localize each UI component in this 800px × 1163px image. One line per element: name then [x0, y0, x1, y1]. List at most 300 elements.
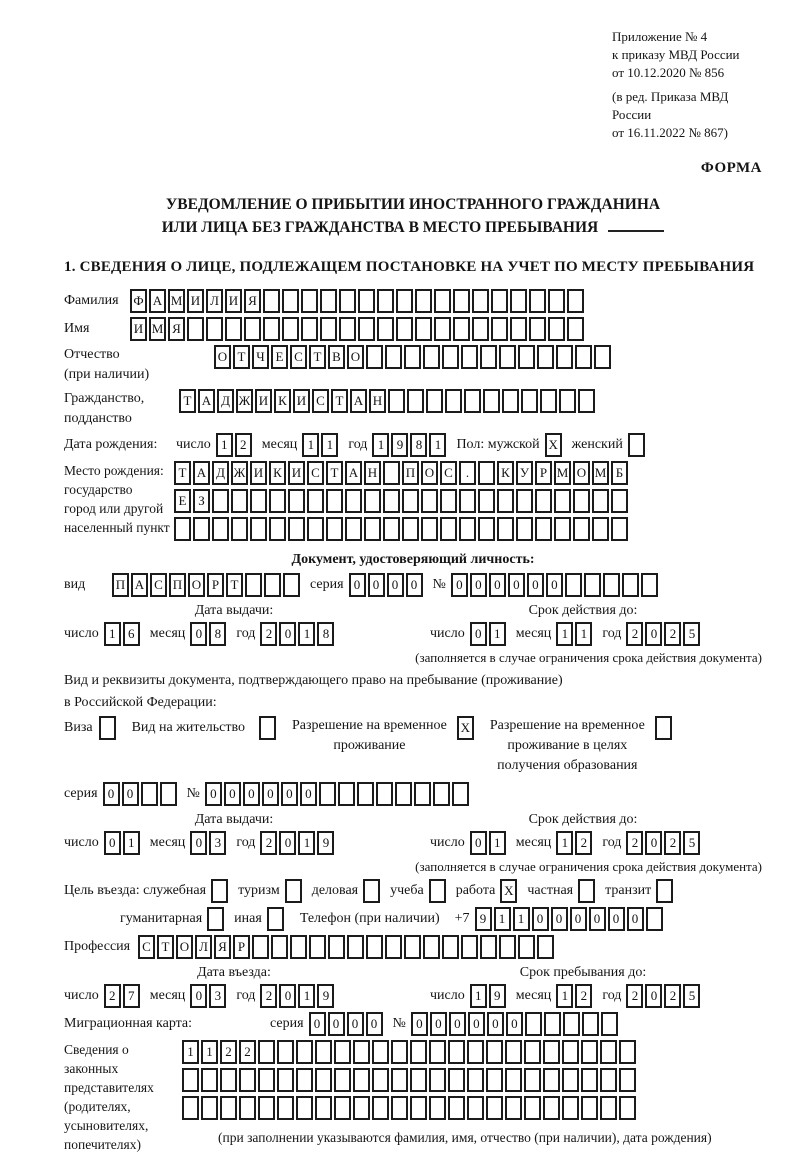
- char-cell[interactable]: [535, 489, 552, 513]
- char-cell[interactable]: [282, 289, 299, 313]
- char-cell[interactable]: И: [293, 389, 310, 413]
- char-cell[interactable]: [567, 317, 584, 341]
- char-cell[interactable]: [442, 935, 459, 959]
- char-cell[interactable]: [339, 317, 356, 341]
- char-cell[interactable]: 1: [298, 984, 315, 1008]
- char-cell[interactable]: Я: [214, 935, 231, 959]
- char-cell[interactable]: [391, 1096, 408, 1120]
- char-cell[interactable]: 1: [298, 831, 315, 855]
- char-cell[interactable]: [448, 1040, 465, 1064]
- char-cell[interactable]: [448, 1068, 465, 1092]
- char-cell[interactable]: [464, 389, 481, 413]
- char-cell[interactable]: [537, 345, 554, 369]
- char-cell[interactable]: [231, 517, 248, 541]
- male-checkbox[interactable]: [545, 433, 564, 457]
- char-cell[interactable]: 1: [372, 433, 389, 457]
- char-cell[interactable]: П: [169, 573, 186, 597]
- char-cell[interactable]: .: [459, 461, 476, 485]
- char-cell[interactable]: [301, 289, 318, 313]
- char-cell[interactable]: [461, 345, 478, 369]
- char-cell[interactable]: [376, 782, 393, 806]
- char-cell[interactable]: [271, 935, 288, 959]
- char-cell[interactable]: 0: [645, 984, 662, 1008]
- char-cell[interactable]: [434, 289, 451, 313]
- char-cell[interactable]: С: [290, 345, 307, 369]
- char-cell[interactable]: [296, 1068, 313, 1092]
- char-cell[interactable]: [239, 1068, 256, 1092]
- visa-checkbox[interactable]: [99, 716, 118, 740]
- char-cell[interactable]: 0: [281, 782, 298, 806]
- char-cell[interactable]: [315, 1096, 332, 1120]
- char-cell[interactable]: [396, 317, 413, 341]
- char-cell[interactable]: 2: [260, 831, 277, 855]
- char-cell[interactable]: 1: [556, 831, 573, 855]
- char-cell[interactable]: М: [554, 461, 571, 485]
- char-cell[interactable]: Ж: [231, 461, 248, 485]
- char-cell[interactable]: [563, 1012, 580, 1036]
- char-cell[interactable]: О: [573, 461, 590, 485]
- char-cell[interactable]: [518, 935, 535, 959]
- char-cell[interactable]: [600, 1068, 617, 1092]
- char-cell[interactable]: 2: [239, 1040, 256, 1064]
- char-cell[interactable]: [263, 289, 280, 313]
- char-cell[interactable]: [410, 1068, 427, 1092]
- char-cell[interactable]: [338, 782, 355, 806]
- char-cell[interactable]: 9: [317, 831, 334, 855]
- char-cell[interactable]: [383, 461, 400, 485]
- char-cell[interactable]: [582, 1012, 599, 1036]
- char-cell[interactable]: [357, 782, 374, 806]
- char-cell[interactable]: [415, 317, 432, 341]
- char-cell[interactable]: Ж: [236, 389, 253, 413]
- char-cell[interactable]: 0: [262, 782, 279, 806]
- char-cell[interactable]: Я: [168, 317, 185, 341]
- char-cell[interactable]: [478, 489, 495, 513]
- char-cell[interactable]: [518, 345, 535, 369]
- char-cell[interactable]: [201, 1096, 218, 1120]
- char-cell[interactable]: [288, 489, 305, 513]
- char-cell[interactable]: [288, 517, 305, 541]
- char-cell[interactable]: [453, 289, 470, 313]
- char-cell[interactable]: [258, 1068, 275, 1092]
- char-cell[interactable]: [187, 317, 204, 341]
- char-cell[interactable]: 5: [683, 622, 700, 646]
- char-cell[interactable]: [220, 1096, 237, 1120]
- char-cell[interactable]: Л: [195, 935, 212, 959]
- char-cell[interactable]: 0: [430, 1012, 447, 1036]
- char-cell[interactable]: [445, 389, 462, 413]
- char-cell[interactable]: [529, 317, 546, 341]
- char-cell[interactable]: [372, 1068, 389, 1092]
- char-cell[interactable]: 8: [317, 622, 334, 646]
- char-cell[interactable]: О: [347, 345, 364, 369]
- char-cell[interactable]: Р: [207, 573, 224, 597]
- char-cell[interactable]: [548, 289, 565, 313]
- char-cell[interactable]: [622, 573, 639, 597]
- char-cell[interactable]: 2: [664, 622, 681, 646]
- char-cell[interactable]: [448, 1096, 465, 1120]
- char-cell[interactable]: [480, 935, 497, 959]
- char-cell[interactable]: 0: [279, 622, 296, 646]
- char-cell[interactable]: [497, 489, 514, 513]
- char-cell[interactable]: [429, 879, 446, 903]
- char-cell[interactable]: Л: [206, 289, 223, 313]
- char-cell[interactable]: [573, 517, 590, 541]
- char-cell[interactable]: [543, 1040, 560, 1064]
- char-cell[interactable]: [307, 489, 324, 513]
- char-cell[interactable]: [581, 1068, 598, 1092]
- char-cell[interactable]: [296, 1040, 313, 1064]
- char-cell[interactable]: 2: [626, 984, 643, 1008]
- char-cell[interactable]: [383, 489, 400, 513]
- char-cell[interactable]: [358, 289, 375, 313]
- char-cell[interactable]: Е: [271, 345, 288, 369]
- char-cell[interactable]: [600, 1040, 617, 1064]
- char-cell[interactable]: 0: [570, 907, 587, 931]
- char-cell[interactable]: [556, 345, 573, 369]
- char-cell[interactable]: [467, 1096, 484, 1120]
- char-cell[interactable]: А: [345, 461, 362, 485]
- char-cell[interactable]: [459, 489, 476, 513]
- char-cell[interactable]: 0: [527, 573, 544, 597]
- char-cell[interactable]: [212, 489, 229, 513]
- char-cell[interactable]: 0: [489, 573, 506, 597]
- char-cell[interactable]: [603, 573, 620, 597]
- char-cell[interactable]: [282, 317, 299, 341]
- char-cell[interactable]: [429, 1096, 446, 1120]
- char-cell[interactable]: 1: [513, 907, 530, 931]
- char-cell[interactable]: М: [149, 317, 166, 341]
- char-cell[interactable]: [377, 317, 394, 341]
- char-cell[interactable]: 0: [190, 622, 207, 646]
- char-cell[interactable]: А: [350, 389, 367, 413]
- char-cell[interactable]: 5: [683, 831, 700, 855]
- char-cell[interactable]: С: [150, 573, 167, 597]
- char-cell[interactable]: [285, 879, 302, 903]
- char-cell[interactable]: [480, 345, 497, 369]
- char-cell[interactable]: [581, 1040, 598, 1064]
- char-cell[interactable]: [347, 935, 364, 959]
- char-cell[interactable]: [426, 389, 443, 413]
- char-cell[interactable]: [334, 1096, 351, 1120]
- char-cell[interactable]: 8: [209, 622, 226, 646]
- char-cell[interactable]: [160, 782, 177, 806]
- char-cell[interactable]: [372, 1040, 389, 1064]
- char-cell[interactable]: 1: [494, 907, 511, 931]
- char-cell[interactable]: 0: [470, 831, 487, 855]
- char-cell[interactable]: [388, 389, 405, 413]
- char-cell[interactable]: [391, 1040, 408, 1064]
- char-cell[interactable]: [319, 782, 336, 806]
- char-cell[interactable]: 2: [626, 622, 643, 646]
- char-cell[interactable]: Р: [233, 935, 250, 959]
- char-cell[interactable]: [259, 716, 276, 740]
- char-cell[interactable]: 2: [575, 831, 592, 855]
- char-cell[interactable]: 0: [279, 984, 296, 1008]
- char-cell[interactable]: [497, 517, 514, 541]
- char-cell[interactable]: [296, 1096, 313, 1120]
- char-cell[interactable]: [429, 1040, 446, 1064]
- char-cell[interactable]: [562, 1068, 579, 1092]
- char-cell[interactable]: М: [168, 289, 185, 313]
- char-cell[interactable]: П: [112, 573, 129, 597]
- char-cell[interactable]: [537, 935, 554, 959]
- char-cell[interactable]: Т: [174, 461, 191, 485]
- char-cell[interactable]: [353, 1040, 370, 1064]
- char-cell[interactable]: 0: [224, 782, 241, 806]
- char-cell[interactable]: 2: [104, 984, 121, 1008]
- char-cell[interactable]: [283, 573, 300, 597]
- purpose-humanitarian-checkbox[interactable]: [207, 907, 226, 931]
- char-cell[interactable]: 0: [508, 573, 525, 597]
- char-cell[interactable]: А: [198, 389, 215, 413]
- char-cell[interactable]: П: [402, 461, 419, 485]
- char-cell[interactable]: [326, 489, 343, 513]
- char-cell[interactable]: [486, 1096, 503, 1120]
- char-cell[interactable]: [619, 1040, 636, 1064]
- char-cell[interactable]: [499, 935, 516, 959]
- char-cell[interactable]: К: [497, 461, 514, 485]
- char-cell[interactable]: 0: [468, 1012, 485, 1036]
- purpose-private-checkbox[interactable]: [578, 879, 597, 903]
- char-cell[interactable]: [491, 317, 508, 341]
- char-cell[interactable]: [453, 317, 470, 341]
- char-cell[interactable]: О: [176, 935, 193, 959]
- char-cell[interactable]: [250, 517, 267, 541]
- char-cell[interactable]: И: [250, 461, 267, 485]
- char-cell[interactable]: [385, 345, 402, 369]
- char-cell[interactable]: Я: [244, 289, 261, 313]
- char-cell[interactable]: [646, 907, 663, 931]
- char-cell[interactable]: [334, 1068, 351, 1092]
- char-cell[interactable]: [245, 573, 262, 597]
- char-cell[interactable]: 1: [321, 433, 338, 457]
- char-cell[interactable]: 1: [575, 622, 592, 646]
- char-cell[interactable]: [258, 1096, 275, 1120]
- char-cell[interactable]: 0: [366, 1012, 383, 1036]
- char-cell[interactable]: А: [149, 289, 166, 313]
- char-cell[interactable]: 1: [123, 831, 140, 855]
- char-cell[interactable]: 2: [260, 622, 277, 646]
- char-cell[interactable]: [267, 907, 284, 931]
- char-cell[interactable]: [548, 317, 565, 341]
- char-cell[interactable]: [516, 517, 533, 541]
- char-cell[interactable]: О: [214, 345, 231, 369]
- char-cell[interactable]: [478, 461, 495, 485]
- char-cell[interactable]: Ф: [130, 289, 147, 313]
- char-cell[interactable]: [472, 317, 489, 341]
- char-cell[interactable]: 0: [205, 782, 222, 806]
- char-cell[interactable]: [326, 517, 343, 541]
- char-cell[interactable]: [402, 489, 419, 513]
- char-cell[interactable]: С: [138, 935, 155, 959]
- char-cell[interactable]: 0: [347, 1012, 364, 1036]
- char-cell[interactable]: 0: [546, 573, 563, 597]
- char-cell[interactable]: [524, 1096, 541, 1120]
- char-cell[interactable]: [575, 345, 592, 369]
- char-cell[interactable]: 0: [368, 573, 385, 597]
- char-cell[interactable]: 0: [387, 573, 404, 597]
- char-cell[interactable]: [440, 517, 457, 541]
- char-cell[interactable]: [641, 573, 658, 597]
- char-cell[interactable]: [459, 517, 476, 541]
- char-cell[interactable]: [433, 782, 450, 806]
- char-cell[interactable]: 1: [556, 622, 573, 646]
- char-cell[interactable]: [212, 517, 229, 541]
- char-cell[interactable]: 2: [664, 984, 681, 1008]
- char-cell[interactable]: 0: [449, 1012, 466, 1036]
- char-cell[interactable]: М: [592, 461, 609, 485]
- char-cell[interactable]: [592, 517, 609, 541]
- char-cell[interactable]: [250, 489, 267, 513]
- char-cell[interactable]: 3: [209, 984, 226, 1008]
- char-cell[interactable]: [554, 517, 571, 541]
- char-cell[interactable]: [328, 935, 345, 959]
- char-cell[interactable]: [656, 879, 673, 903]
- char-cell[interactable]: 0: [506, 1012, 523, 1036]
- char-cell[interactable]: А: [193, 461, 210, 485]
- char-cell[interactable]: [655, 716, 672, 740]
- char-cell[interactable]: 0: [532, 907, 549, 931]
- char-cell[interactable]: [307, 517, 324, 541]
- char-cell[interactable]: 0: [470, 622, 487, 646]
- char-cell[interactable]: Е: [174, 489, 191, 513]
- char-cell[interactable]: [396, 289, 413, 313]
- char-cell[interactable]: Д: [212, 461, 229, 485]
- char-cell[interactable]: [206, 317, 223, 341]
- char-cell[interactable]: [258, 1040, 275, 1064]
- char-cell[interactable]: [421, 489, 438, 513]
- char-cell[interactable]: [320, 289, 337, 313]
- char-cell[interactable]: [182, 1096, 199, 1120]
- char-cell[interactable]: [421, 517, 438, 541]
- char-cell[interactable]: 0: [243, 782, 260, 806]
- char-cell[interactable]: Б: [611, 461, 628, 485]
- char-cell[interactable]: [363, 879, 380, 903]
- char-cell[interactable]: У: [516, 461, 533, 485]
- char-cell[interactable]: 0: [645, 622, 662, 646]
- char-cell[interactable]: [562, 1096, 579, 1120]
- char-cell[interactable]: 0: [190, 984, 207, 1008]
- char-cell[interactable]: 0: [309, 1012, 326, 1036]
- char-cell[interactable]: 0: [300, 782, 317, 806]
- char-cell[interactable]: [601, 1012, 618, 1036]
- char-cell[interactable]: С: [312, 389, 329, 413]
- char-cell[interactable]: [505, 1040, 522, 1064]
- char-cell[interactable]: [277, 1040, 294, 1064]
- char-cell[interactable]: [358, 317, 375, 341]
- char-cell[interactable]: [320, 317, 337, 341]
- char-cell[interactable]: [565, 573, 582, 597]
- char-cell[interactable]: [434, 317, 451, 341]
- char-cell[interactable]: 0: [103, 782, 120, 806]
- char-cell[interactable]: 1: [201, 1040, 218, 1064]
- char-cell[interactable]: [383, 517, 400, 541]
- char-cell[interactable]: Т: [179, 389, 196, 413]
- char-cell[interactable]: [461, 935, 478, 959]
- char-cell[interactable]: 1: [298, 622, 315, 646]
- char-cell[interactable]: 1: [302, 433, 319, 457]
- char-cell[interactable]: [315, 1040, 332, 1064]
- char-cell[interactable]: В: [328, 345, 345, 369]
- char-cell[interactable]: 7: [123, 984, 140, 1008]
- char-cell[interactable]: А: [131, 573, 148, 597]
- char-cell[interactable]: [592, 489, 609, 513]
- char-cell[interactable]: [339, 289, 356, 313]
- char-cell[interactable]: [510, 289, 527, 313]
- char-cell[interactable]: [345, 517, 362, 541]
- char-cell[interactable]: [540, 389, 557, 413]
- char-cell[interactable]: Т: [157, 935, 174, 959]
- char-cell[interactable]: [510, 317, 527, 341]
- char-cell[interactable]: [334, 1040, 351, 1064]
- char-cell[interactable]: [301, 317, 318, 341]
- char-cell[interactable]: [211, 879, 228, 903]
- char-cell[interactable]: [207, 907, 224, 931]
- char-cell[interactable]: [543, 1068, 560, 1092]
- char-cell[interactable]: 9: [317, 984, 334, 1008]
- char-cell[interactable]: 2: [220, 1040, 237, 1064]
- char-cell[interactable]: [252, 935, 269, 959]
- char-cell[interactable]: О: [421, 461, 438, 485]
- char-cell[interactable]: 1: [429, 433, 446, 457]
- char-cell[interactable]: [472, 289, 489, 313]
- char-cell[interactable]: 1: [470, 984, 487, 1008]
- char-cell[interactable]: [404, 935, 421, 959]
- char-cell[interactable]: [407, 389, 424, 413]
- char-cell[interactable]: [524, 1068, 541, 1092]
- purpose-official-checkbox[interactable]: [211, 879, 230, 903]
- char-cell[interactable]: И: [130, 317, 147, 341]
- char-cell[interactable]: 6: [123, 622, 140, 646]
- char-cell[interactable]: И: [187, 289, 204, 313]
- char-cell[interactable]: [182, 1068, 199, 1092]
- char-cell[interactable]: [193, 517, 210, 541]
- char-cell[interactable]: 0: [551, 907, 568, 931]
- char-cell[interactable]: [395, 782, 412, 806]
- purpose-study-checkbox[interactable]: [429, 879, 448, 903]
- char-cell[interactable]: [220, 1068, 237, 1092]
- char-cell[interactable]: [529, 289, 546, 313]
- char-cell[interactable]: 5: [683, 984, 700, 1008]
- char-cell[interactable]: 3: [209, 831, 226, 855]
- purpose-work-checkbox[interactable]: [500, 879, 519, 903]
- char-cell[interactable]: Р: [535, 461, 552, 485]
- char-cell[interactable]: С: [307, 461, 324, 485]
- char-cell[interactable]: [524, 1040, 541, 1064]
- char-cell[interactable]: 1: [556, 984, 573, 1008]
- char-cell[interactable]: 9: [475, 907, 492, 931]
- char-cell[interactable]: [578, 879, 595, 903]
- char-cell[interactable]: [573, 489, 590, 513]
- char-cell[interactable]: 0: [470, 573, 487, 597]
- char-cell[interactable]: [410, 1096, 427, 1120]
- char-cell[interactable]: И: [288, 461, 305, 485]
- residence-permit-checkbox[interactable]: [259, 716, 278, 740]
- char-cell[interactable]: [415, 289, 432, 313]
- char-cell[interactable]: 1: [489, 622, 506, 646]
- char-cell[interactable]: 0: [104, 831, 121, 855]
- char-cell[interactable]: [521, 389, 538, 413]
- char-cell[interactable]: [277, 1096, 294, 1120]
- char-cell[interactable]: 9: [489, 984, 506, 1008]
- char-cell[interactable]: [516, 489, 533, 513]
- char-cell[interactable]: И: [225, 289, 242, 313]
- char-cell[interactable]: [581, 1096, 598, 1120]
- char-cell[interactable]: [543, 1096, 560, 1120]
- char-cell[interactable]: [467, 1068, 484, 1092]
- char-cell[interactable]: [366, 345, 383, 369]
